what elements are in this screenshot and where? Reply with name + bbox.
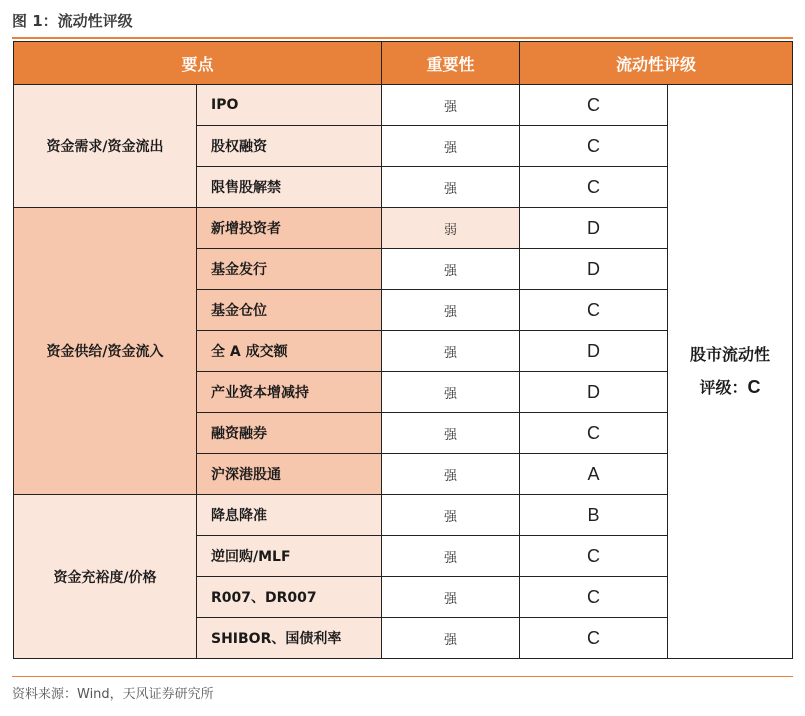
row-rating: A: [520, 454, 668, 495]
row-importance: 强: [382, 536, 520, 577]
row-importance: 强: [382, 413, 520, 454]
row-item: R007、DR007: [197, 577, 382, 618]
group-label: 资金需求/资金流出: [14, 85, 197, 208]
row-importance: 强: [382, 577, 520, 618]
overall-label: 评级：: [699, 378, 748, 397]
row-importance: 强: [382, 495, 520, 536]
header-importance: 重要性: [382, 42, 520, 85]
row-rating: C: [520, 618, 668, 659]
group-label: 资金充裕度/价格: [14, 495, 197, 659]
row-importance: 强: [382, 290, 520, 331]
bottom-rule: [12, 676, 793, 677]
row-importance: 强: [382, 372, 520, 413]
row-item: SHIBOR、国债利率: [197, 618, 382, 659]
row-rating: D: [520, 372, 668, 413]
table-header-row: [14, 42, 793, 85]
row-rating: D: [520, 208, 668, 249]
liquidity-rating-table: [13, 41, 793, 659]
row-item: 股权融资: [197, 126, 382, 167]
row-importance: 强: [382, 618, 520, 659]
row-importance: 强: [382, 331, 520, 372]
row-item: 产业资本增减持: [197, 372, 382, 413]
row-item: 降息降准: [197, 495, 382, 536]
row-item: IPO: [197, 85, 382, 126]
row-rating: C: [520, 577, 668, 618]
group-label: 资金供给/资金流入: [14, 208, 197, 495]
row-item: 限售股解禁: [197, 167, 382, 208]
row-importance: 弱: [382, 208, 520, 249]
row-item: 全 A 成交额: [197, 331, 382, 372]
overall-rating-cell: [668, 85, 793, 659]
row-importance: 强: [382, 167, 520, 208]
row-rating: B: [520, 495, 668, 536]
row-item: 基金仓位: [197, 290, 382, 331]
row-rating: C: [520, 167, 668, 208]
row-rating: D: [520, 331, 668, 372]
top-rule: [12, 37, 793, 39]
row-item: 逆回购/MLF: [197, 536, 382, 577]
source-note: 资料来源：Wind，天风证券研究所: [12, 687, 214, 702]
overall-line2: [668, 371, 792, 404]
row-rating: C: [520, 413, 668, 454]
row-item: 基金发行: [197, 249, 382, 290]
figure-title: 图 1：流动性评级: [12, 12, 133, 30]
row-importance: 强: [382, 249, 520, 290]
table-row: [14, 85, 793, 126]
row-rating: D: [520, 249, 668, 290]
overall-grade: C: [747, 377, 761, 397]
row-importance: 强: [382, 126, 520, 167]
row-importance: 强: [382, 85, 520, 126]
row-item: 融资融券: [197, 413, 382, 454]
row-rating: C: [520, 290, 668, 331]
row-rating: C: [520, 126, 668, 167]
row-item: 沪深港股通: [197, 454, 382, 495]
row-rating: C: [520, 85, 668, 126]
row-importance: 强: [382, 454, 520, 495]
overall-line1: 股市流动性: [689, 345, 770, 364]
header-rating: 流动性评级: [520, 42, 793, 85]
row-item: 新增投资者: [197, 208, 382, 249]
header-points: 要点: [14, 42, 382, 85]
row-rating: C: [520, 536, 668, 577]
